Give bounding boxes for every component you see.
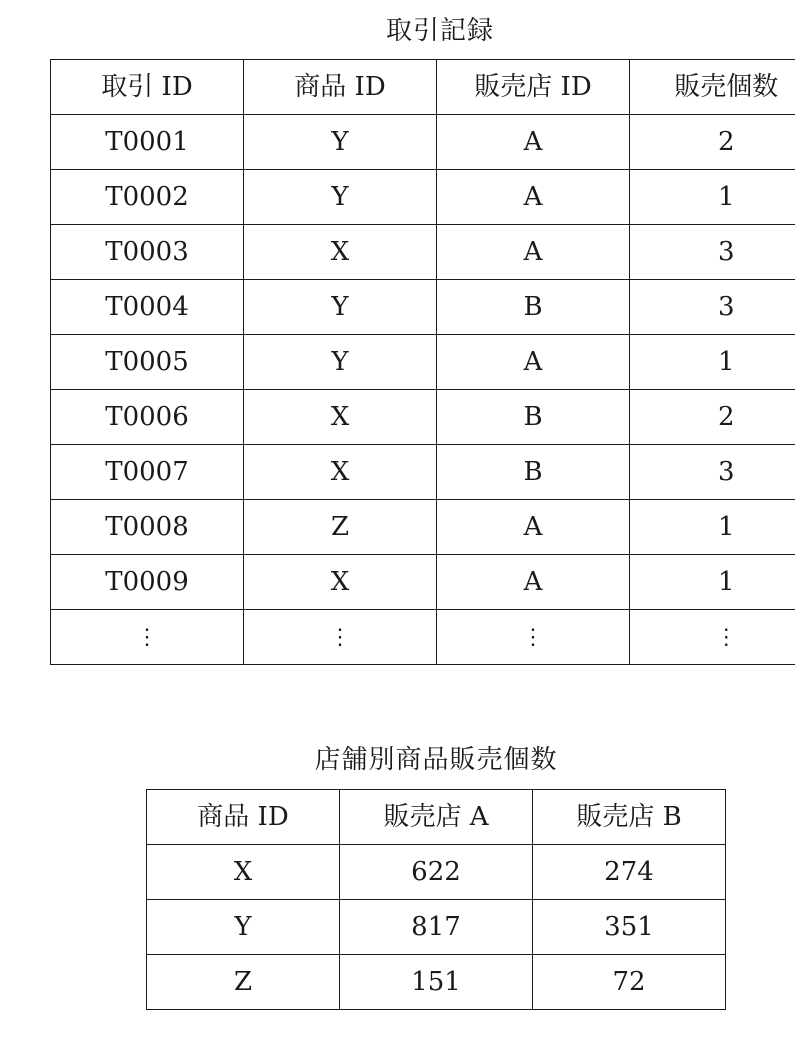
cell-product-id: Y <box>244 170 437 225</box>
cell-transaction-id: T0001 <box>51 115 244 170</box>
cell-transaction-id: T0004 <box>51 280 244 335</box>
transactions-table <box>50 59 795 665</box>
continuation-cell <box>437 610 630 665</box>
cell-store-b: 274 <box>533 845 726 900</box>
transactions-title: 取引記録 <box>385 16 494 46</box>
store-sales-table <box>146 789 726 1010</box>
cell-transaction-id: T0005 <box>51 335 244 390</box>
table-row <box>147 900 726 955</box>
header-store-a: 販売店 A <box>340 790 533 845</box>
table-row <box>147 955 726 1010</box>
cell-store-id: B <box>437 280 630 335</box>
cell-product-id: X <box>244 445 437 500</box>
cell-product-id: Z <box>147 955 340 1010</box>
vertical-ellipsis: ⋮ <box>136 625 158 650</box>
table-row <box>51 115 795 170</box>
cell-product-id: Y <box>244 280 437 335</box>
cell-store-a: 622 <box>340 845 533 900</box>
cell-transaction-id: T0009 <box>51 555 244 610</box>
cell-quantity: 2 <box>630 115 795 170</box>
cell-store-id: A <box>437 170 630 225</box>
table-row <box>51 170 795 225</box>
header-store-b: 販売店 B <box>533 790 726 845</box>
cell-transaction-id: T0003 <box>51 225 244 280</box>
continuation-cell <box>244 610 437 665</box>
cell-store-id: A <box>437 225 630 280</box>
continuation-row <box>51 610 795 665</box>
table-row <box>51 280 795 335</box>
cell-store-a: 817 <box>340 900 533 955</box>
vertical-ellipsis: ⋮ <box>715 625 738 650</box>
cell-product-id: Y <box>244 115 437 170</box>
cell-quantity: 1 <box>630 335 795 390</box>
table-row <box>51 500 795 555</box>
header-transaction-id: 取引 ID <box>51 60 244 115</box>
table-row <box>51 390 795 445</box>
cell-quantity: 3 <box>630 445 795 500</box>
cell-quantity: 2 <box>630 390 795 445</box>
cell-store-id: A <box>437 500 630 555</box>
continuation-cell <box>51 610 244 665</box>
vertical-ellipsis: ⋮ <box>522 625 544 650</box>
cell-store-b: 72 <box>533 955 726 1010</box>
table-header-row <box>147 790 726 845</box>
vertical-ellipsis: ⋮ <box>329 625 351 650</box>
header-quantity: 販売個数 <box>630 60 795 115</box>
cell-store-id: B <box>437 390 630 445</box>
cell-transaction-id: T0002 <box>51 170 244 225</box>
header-product-id: 商品 ID <box>244 60 437 115</box>
cell-store-b: 351 <box>533 900 726 955</box>
cell-store-id: A <box>437 555 630 610</box>
table-row <box>51 225 795 280</box>
table-row <box>51 335 795 390</box>
cell-product-id: X <box>147 845 340 900</box>
cell-product-id: X <box>244 390 437 445</box>
continuation-cell <box>630 610 795 665</box>
cell-transaction-id: T0008 <box>51 500 244 555</box>
cell-product-id: Z <box>244 500 437 555</box>
store-sales-title: 店舗別商品販売個数 <box>314 745 558 775</box>
cell-transaction-id: T0007 <box>51 445 244 500</box>
cell-product-id: Y <box>244 335 437 390</box>
header-product-id: 商品 ID <box>147 790 340 845</box>
cell-quantity: 1 <box>630 170 795 225</box>
cell-quantity: 1 <box>630 500 795 555</box>
cell-store-id: A <box>437 115 630 170</box>
cell-transaction-id: T0006 <box>51 390 244 445</box>
cell-quantity: 1 <box>630 555 795 610</box>
table-row <box>51 555 795 610</box>
table-row <box>147 845 726 900</box>
cell-store-id: A <box>437 335 630 390</box>
cell-quantity: 3 <box>630 225 795 280</box>
header-store-id: 販売店 ID <box>437 60 630 115</box>
cell-quantity: 3 <box>630 280 795 335</box>
cell-product-id: X <box>244 555 437 610</box>
cell-product-id: X <box>244 225 437 280</box>
table-header-row <box>51 60 795 115</box>
cell-product-id: Y <box>147 900 340 955</box>
table-row <box>51 445 795 500</box>
cell-store-a: 151 <box>340 955 533 1010</box>
cell-store-id: B <box>437 445 630 500</box>
